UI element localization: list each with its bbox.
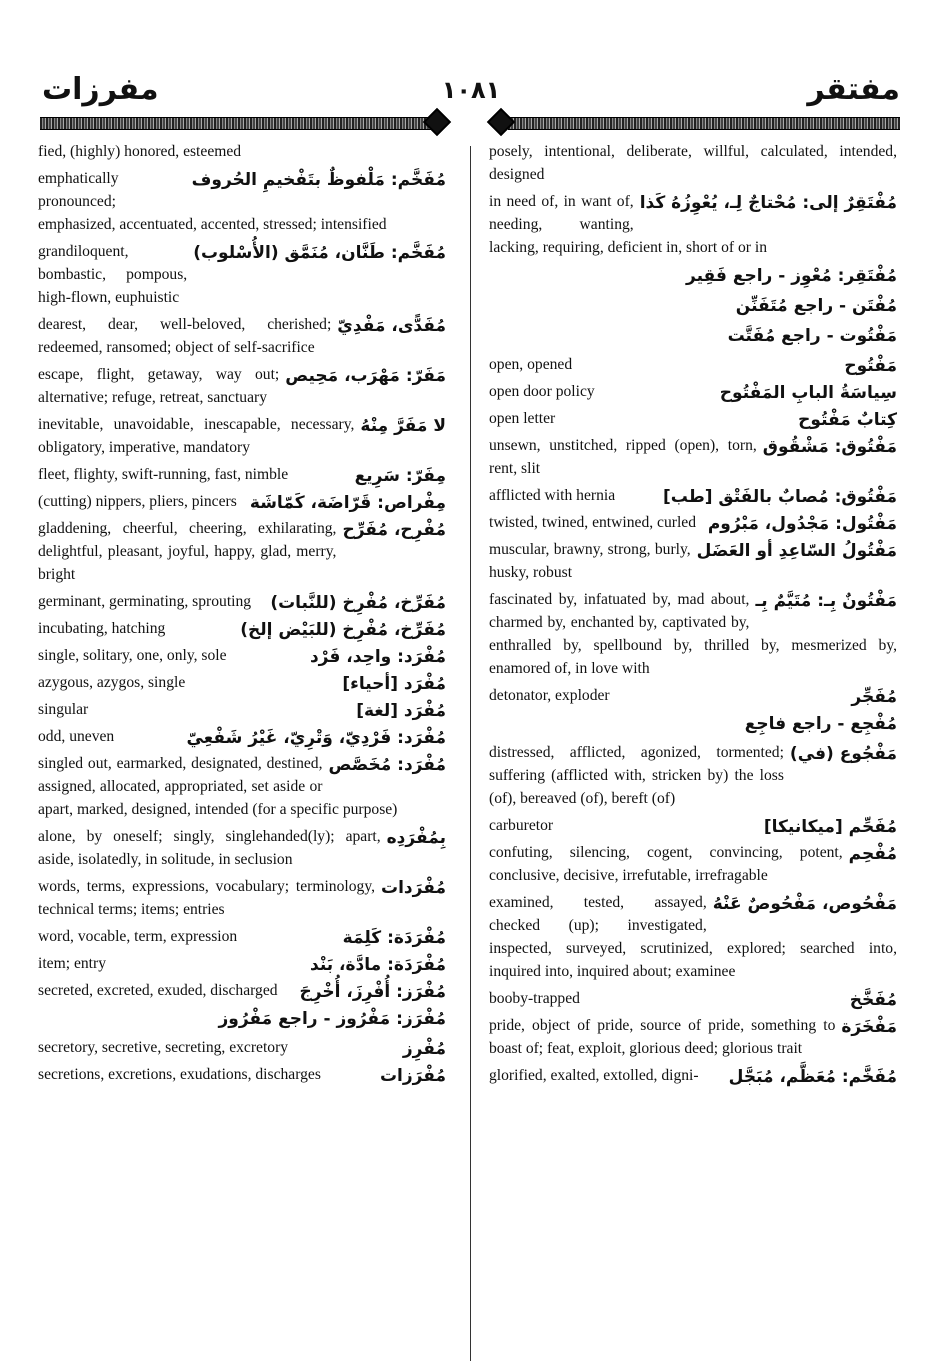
arabic-headword: مُفْرَد [لغة] (356, 701, 446, 721)
arabic-headword: مُفْرَدات (381, 878, 446, 898)
arabic-headword: مِفْراص: قَرّاضَة، كَمّاشَة (249, 493, 446, 513)
page-number: ١٠٨١ (441, 76, 501, 104)
dictionary-entry (38, 363, 446, 409)
arabic-headword: مَفْتُولُ السّاعِدِ أو العَضَل (696, 541, 897, 561)
english-definition: distressed, afflicted, agonized, tormented; suffering (afflicted with, stricken by) the loss (of), bereaved (of), bereft (of) (489, 744, 784, 807)
english-definition: secretions, excretions, exudations, discharges (38, 1066, 321, 1083)
arabic-headword: مُفَخَّم: طَنَّان، مُنَمَّق (الأُسْلوب) (193, 243, 446, 263)
english-definition: carburetor (489, 817, 554, 834)
arabic-headword: بِمُفْرَدِه (386, 828, 446, 848)
dictionary-entry (38, 313, 446, 359)
dictionary-entry (38, 825, 446, 871)
english-definition: posely, intentional, deliberate, willful, calculated, intended, designed (489, 143, 897, 183)
arabic-headword: مِفَرّ: سَرِيع (354, 466, 446, 486)
arabic-headword: مُفْرِز (402, 1039, 446, 1059)
dictionary-entry (38, 490, 446, 513)
english-definition: muscular, brawny, strong, burly, husky, robust (489, 541, 691, 581)
english-definition: singular (38, 701, 89, 718)
dictionary-entry (38, 590, 446, 613)
dictionary-entry (38, 463, 446, 486)
english-definition: detonator, exploder (489, 687, 610, 704)
arabic-headword: مَفْحُوص، مَفْحُوصٌ عَنْهُ (712, 894, 897, 914)
dictionary-entry (489, 140, 897, 186)
arabic-headword: لا مَفَرَّ مِنْهُ (360, 416, 446, 436)
arabic-headword: مَفْتُوح (844, 356, 897, 376)
dictionary-entry (489, 484, 897, 507)
dictionary-entry (38, 725, 446, 748)
english-definition: word, vocable, term, expression (38, 928, 238, 945)
arabic-headword: مُفْرَدَة: كَلِمَة (342, 928, 446, 948)
english-definition: singled out, earmarked, designated, destined, assigned, allocated, appropriated, set aside or apart, marked, designed, intended (for a specific purpose) (38, 755, 398, 818)
arabic-headword: مُفْرِح، مُفَرِّح (342, 520, 446, 540)
arabic-headword: مُفْتَقِر: مُعْوِز - راجع فَقِير (686, 266, 897, 286)
dictionary-entry (38, 979, 446, 1002)
dictionary-entry (38, 644, 446, 667)
dictionary-entry (489, 1064, 897, 1087)
arabic-headword: مُفْرَز: أُفْرِزَ، أُخْرِجَ (299, 982, 446, 1002)
dictionary-entry (489, 841, 897, 887)
arabic-headword: مُفَدًّى، مَفْدِيّ (337, 316, 446, 336)
dictionary-entry (489, 511, 897, 534)
arabic-headword: مَفَرّ: مَهْرَب، مَحِيص (285, 366, 446, 386)
english-definition: secreted, excreted, exuded, discharged (38, 982, 278, 999)
dictionary-entry (489, 814, 897, 837)
arabic-headword: مَفْتُوق: مُصابٌ بالفَتْق [طب] (662, 487, 897, 507)
header-rule-right (508, 117, 900, 130)
english-definition: open, opened (489, 356, 573, 373)
english-definition: inevitable, unavoidable, inescapable, necessary, obligatory, imperative, mandatory (38, 416, 355, 456)
english-definition: azygous, azygos, single (38, 674, 186, 691)
arabic-headword: مُفْرَد [أحياء] (342, 674, 446, 694)
dictionary-entry (489, 380, 897, 403)
arabic-headword: مُفَجِّر (851, 687, 897, 707)
dictionary-entry (38, 952, 446, 975)
dictionary-entry (489, 891, 897, 983)
dictionary-entry (38, 671, 446, 694)
english-definition: in need of, in want of, needing, wanting, lacking, requiring, deficient in, short of or in (489, 193, 768, 256)
arabic-headword: مُفْجِع - راجع فاجِع (744, 714, 897, 734)
english-definition: words, terms, expressions, vocabulary; terminology, technical terms; items; entries (38, 878, 376, 918)
arabic-headword: مَفْتُوق: مَشْقُوق (762, 437, 897, 457)
dictionary-entry (38, 1036, 446, 1059)
english-definition: glorified, exalted, extolled, digni- (489, 1067, 699, 1084)
dictionary-entry (489, 684, 897, 707)
english-definition: escape, flight, getaway, way out; alternative; refuge, retreat, sanctuary (38, 366, 280, 406)
english-definition: fied, (highly) honored, esteemed (38, 143, 242, 160)
arabic-headword: مَفْتُول: مَجْدُول، مَبْرُوم (707, 514, 897, 534)
dictionary-entry (38, 875, 446, 921)
arabic-headword: مُفْحِم (848, 844, 897, 864)
arabic-headword: مُفْرَز: مَفْرُوز - راجع مَفْرُوز (218, 1009, 446, 1029)
left-column (38, 140, 446, 1090)
dictionary-entry (489, 987, 897, 1010)
arabic-headword: مُفَرِّخ، مُفْرِخ (للبَيْض إلخ) (240, 620, 446, 640)
header-left-guide-word: مفرزات (42, 72, 159, 107)
english-definition: open letter (489, 410, 556, 427)
english-definition: open door policy (489, 383, 595, 400)
arabic-headword: مُفْرَد: واحِد، فَرْد (309, 647, 446, 667)
dictionary-entry (38, 167, 446, 236)
dictionary-entry (489, 293, 897, 319)
arabic-headword: مُفَرِّخ، مُفْرِخ (للنَّبات) (270, 593, 446, 613)
dictionary-entry (489, 323, 897, 349)
english-definition: single, solitary, one, only, sole (38, 647, 227, 664)
english-definition: alone, by oneself; singly, singlehanded(ly); apart, aside, isolatedly, in solitude, in seclusion (38, 828, 381, 868)
english-definition: (cutting) nippers, pliers, pincers (38, 493, 237, 510)
dictionary-entry (38, 1063, 446, 1086)
dictionary-entry (489, 434, 897, 480)
dictionary-entry (489, 1014, 897, 1060)
english-definition: unsewn, unstitched, ripped (open), torn, rent, slit (489, 437, 757, 477)
english-definition: fleet, flighty, swift-running, fast, nimble (38, 466, 289, 483)
english-definition: pride, object of pride, source of pride, something to boast of; feat, exploit, glorious deed; glorious trait (489, 1017, 836, 1057)
arabic-headword: كِتابٌ مَفْتُوح (798, 410, 897, 430)
english-definition: dearest, dear, well-beloved, cherished; redeemed, ransomed; object of self-sacrifice (38, 316, 332, 356)
dictionary-entry (489, 407, 897, 430)
dictionary-entry (489, 538, 897, 584)
arabic-headword: مُفَخَّم: مَلْفوظٌ بتَفْخيمِ الحُروف (191, 170, 446, 190)
arabic-headword: مُفْتَن - راجع مُتَفَنِّن (735, 296, 897, 316)
arabic-headword: مَفْخَرَة (841, 1017, 897, 1037)
arabic-headword: سِياسَةُ البابِ المَفْتُوح (719, 383, 897, 403)
right-column (489, 140, 897, 1091)
dictionary-entry (38, 413, 446, 459)
dictionary-entry (489, 263, 897, 289)
header-right-guide-word: مفتقر (807, 72, 900, 107)
english-definition: booby-trapped (489, 990, 580, 1007)
arabic-headword: مُفَخَّم: مُعَظَّم، مُبَجَّل (728, 1067, 897, 1087)
dictionary-entry (489, 353, 897, 376)
dictionary-entry (38, 698, 446, 721)
dictionary-entry (38, 240, 446, 309)
dictionary-entry (489, 741, 897, 810)
english-definition: grandiloquent, bombastic, pompous, high-flown, euphuistic (38, 243, 188, 306)
english-definition: germinant, germinating, sprouting (38, 593, 252, 610)
dictionary-entry (38, 752, 446, 821)
english-definition: incubating, hatching (38, 620, 166, 637)
english-definition: examined, tested, assayed, checked (up); investigated, inspected, surveyed, scrutinized, explored; searched into, inquired into, inquired about; examinee (489, 894, 897, 980)
arabic-headword: مُفَحِّم [ميكانيكا] (763, 817, 897, 837)
arabic-headword: مَفْتُوت - راجع مُفَتَّت (727, 326, 897, 346)
arabic-headword: مُفْرَدَة: مادَّة، بَنْد (310, 955, 446, 975)
dictionary-entry (38, 1006, 446, 1032)
arabic-headword: مُفْرَزات (379, 1066, 446, 1086)
dictionary-entry (489, 588, 897, 680)
english-definition: emphatically pronounced; emphasized, accentuated, accented, stressed; intensified (38, 170, 387, 233)
arabic-headword: مَفْتُونٌ بِـ: مُتَيَّمٌ بِـ (755, 591, 897, 611)
arabic-headword: مُفْرَد: فَرْدِيّ، وَتْرِيّ، غَيْرُ شَفْعِيّ (186, 728, 446, 748)
arabic-headword: مُفْتَقِرٌ إلى: مُحْتاجٌ لِـ، يُعْوِزُهُ كَذا (639, 193, 897, 213)
english-definition: secretory, secretive, secreting, excretory (38, 1039, 289, 1056)
english-definition: confuting, silencing, cogent, convincing, potent, conclusive, decisive, irrefutable, irrefragable (489, 844, 843, 884)
dictionary-entry (38, 517, 446, 586)
column-divider (470, 146, 471, 1361)
dictionary-entry (489, 711, 897, 737)
page-header (0, 72, 942, 116)
header-rule-left (40, 117, 432, 130)
dictionary-entry (489, 190, 897, 259)
dictionary-entry (38, 925, 446, 948)
dictionary-entry (38, 140, 446, 163)
english-definition: afflicted with hernia (489, 487, 616, 504)
english-definition: item; entry (38, 955, 106, 972)
arabic-headword: مُفَخَّخ (849, 990, 897, 1010)
english-definition: twisted, twined, entwined, curled (489, 514, 696, 531)
dictionary-entry (38, 617, 446, 640)
arabic-headword: مَفْجُوع (في) (789, 744, 897, 764)
english-definition: gladdening, cheerful, cheering, exhilarating, delightful, pleasant, joyful, happy, glad, merry, bright (38, 520, 337, 583)
arabic-headword: مُفْرَد: مُخَصَّص (328, 755, 446, 775)
english-definition: odd, uneven (38, 728, 115, 745)
english-definition: fascinated by, infatuated by, mad about, charmed by, enchanted by, captivated by, enthralled by, spellbound by, thrilled by, mesmerized by, enamored of, in love with (489, 591, 897, 677)
